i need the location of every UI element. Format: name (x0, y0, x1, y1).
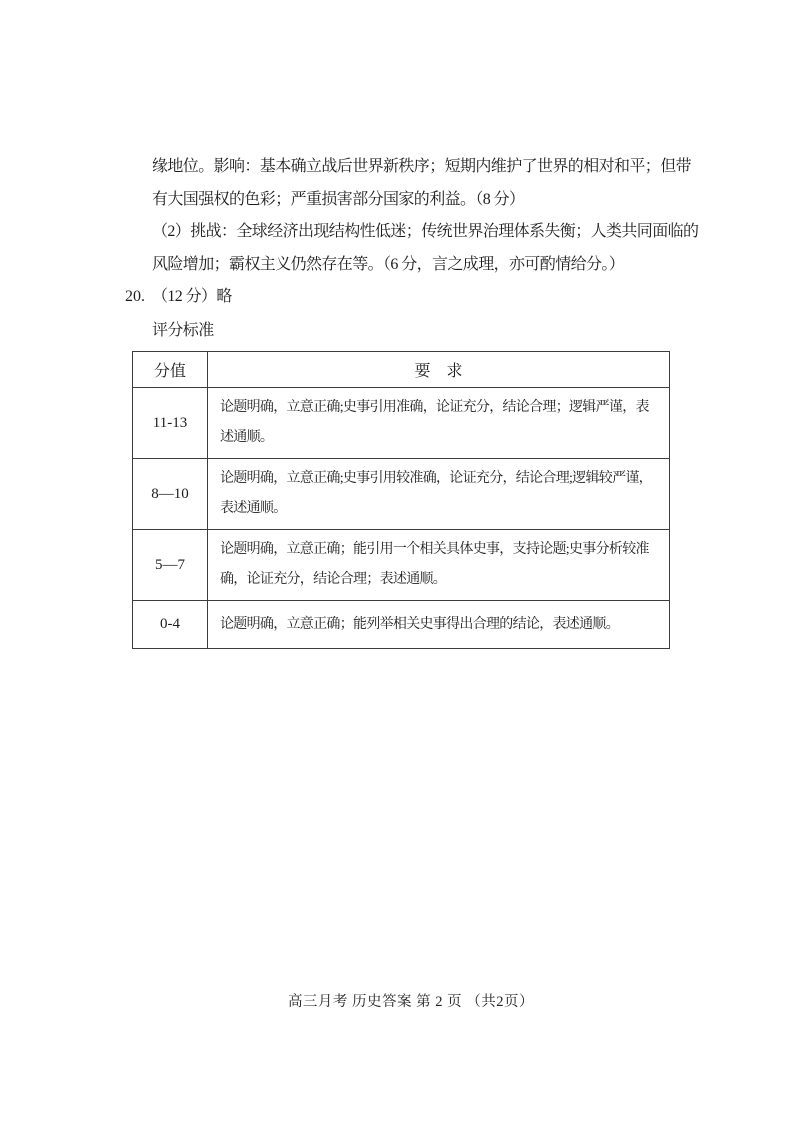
score-range: 5—7 (133, 530, 208, 601)
score-requirement: 论题明确，立意正确；能列举相关史事得出合理的结论，表述通顺。 (208, 601, 670, 649)
rubric-label: 评分标准 (152, 321, 214, 339)
answer-line: 有大国强权的色彩；严重损害部分国家的利益。（8 分） (152, 190, 525, 208)
score-range: 8—10 (133, 459, 208, 530)
score-range: 0-4 (133, 601, 208, 649)
table-row (133, 530, 670, 601)
score-requirement: 论题明确，立意正确;史事引用较准确，论证充分，结论合理;逻辑较严谨，表述通顺。 (208, 459, 670, 530)
table-row (133, 388, 670, 459)
page-footer: 高三月考 历史答案 第 2 页 （共2页） (287, 994, 535, 1010)
table-row (133, 459, 670, 530)
score-requirement: 论题明确，立意正确；能引用一个相关具体史事，支持论题;史事分析较准确，论证充分，结论合理；表述通顺。 (208, 530, 670, 601)
rubric-header-requirement: 要 求 (208, 352, 670, 388)
question-20-line (125, 281, 725, 314)
rubric-table (132, 351, 670, 649)
answer-line: 风险增加；霸权主义仍然存在等。（6 分，言之成理，亦可酌情给分。） (152, 255, 625, 273)
rubric-header-score: 分值 (133, 352, 208, 388)
question-number: 20. (125, 288, 145, 305)
question-20-answer: （12 分）略 (152, 288, 232, 305)
answer-line: （2）挑战：全球经济出现结构性低迷；传统世界治理体系失衡；人类共同面临的 (152, 223, 699, 240)
score-range: 11-13 (133, 388, 208, 459)
score-requirement: 论题明确，立意正确;史事引用准确，论证充分，结论合理；逻辑严谨，表述通顺。 (208, 388, 670, 459)
answer-content (125, 151, 725, 649)
rubric-header-row (133, 352, 670, 388)
answer-line: 缘地位。影响：基本确立战后世界新秩序；短期内维护了世界的相对和平；但带 (152, 158, 692, 175)
table-row (133, 601, 670, 649)
